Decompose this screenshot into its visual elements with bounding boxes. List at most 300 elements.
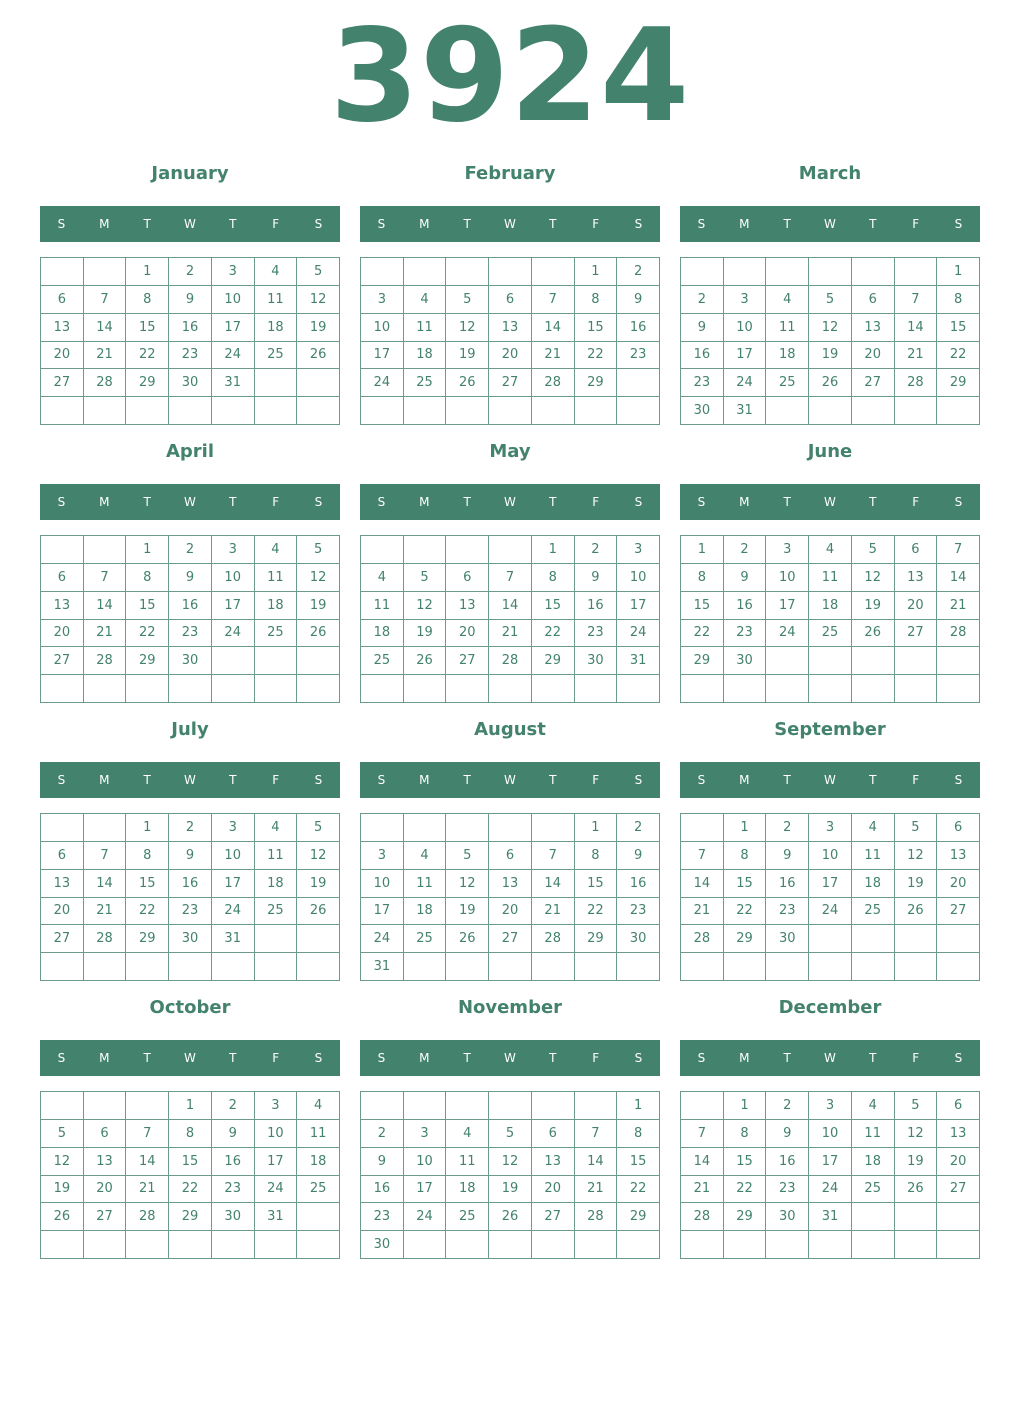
day-cell: 23 [361, 1203, 404, 1231]
day-cell: 1 [617, 1092, 660, 1120]
weekday-label: M [739, 217, 750, 231]
empty-day-cell [937, 953, 980, 981]
day-cell: 6 [41, 842, 84, 870]
day-cell: 21 [126, 1176, 169, 1204]
day-cell: 13 [41, 314, 84, 342]
empty-day-cell [681, 1231, 724, 1259]
day-cell: 26 [297, 898, 340, 926]
empty-day-cell [255, 925, 298, 953]
day-cell: 30 [169, 647, 212, 675]
empty-day-cell [937, 1231, 980, 1259]
day-cell: 17 [361, 342, 404, 370]
empty-day-cell [852, 953, 895, 981]
empty-day-cell [575, 675, 618, 703]
day-cell: 28 [489, 647, 532, 675]
day-cell: 8 [724, 842, 767, 870]
empty-day-cell [41, 953, 84, 981]
weekday-label: M [419, 495, 430, 509]
day-cell: 12 [297, 286, 340, 314]
day-cell: 22 [724, 1176, 767, 1204]
empty-day-cell [84, 258, 127, 286]
weekday-header [40, 484, 340, 520]
day-cell: 26 [297, 342, 340, 370]
day-cell: 15 [681, 592, 724, 620]
empty-day-cell [809, 397, 852, 425]
month-october [40, 994, 340, 1262]
day-cell: 8 [937, 286, 980, 314]
day-cell: 7 [575, 1120, 618, 1148]
day-cell: 1 [937, 258, 980, 286]
day-cell: 30 [617, 925, 660, 953]
day-cell: 30 [361, 1231, 404, 1259]
day-cell: 28 [84, 647, 127, 675]
day-cell: 1 [126, 814, 169, 842]
day-cell: 15 [724, 870, 767, 898]
day-cell: 18 [852, 870, 895, 898]
weekday-label: S [697, 773, 706, 787]
empty-day-cell [489, 258, 532, 286]
month-name: September [774, 719, 886, 740]
month-name: March [798, 163, 862, 184]
day-cell: 4 [297, 1092, 340, 1120]
day-cell: 31 [617, 647, 660, 675]
empty-day-cell [297, 647, 340, 675]
day-cell: 23 [724, 620, 767, 648]
weekday-label: S [634, 217, 643, 231]
day-cell: 14 [489, 592, 532, 620]
empty-day-cell [937, 1203, 980, 1231]
day-cell: 5 [489, 1120, 532, 1148]
weekday-header [680, 206, 980, 242]
day-cell: 29 [724, 1203, 767, 1231]
day-cell: 2 [681, 286, 724, 314]
weekday-label: T [869, 773, 877, 787]
weekday-label: T [463, 1051, 471, 1065]
day-cell: 29 [681, 647, 724, 675]
empty-day-cell [255, 675, 298, 703]
day-cell: 27 [41, 647, 84, 675]
empty-day-cell [84, 1231, 127, 1259]
empty-day-cell [617, 675, 660, 703]
empty-day-cell [895, 675, 938, 703]
day-cell: 28 [895, 369, 938, 397]
day-cell: 26 [809, 369, 852, 397]
day-cell: 28 [84, 925, 127, 953]
day-cell: 15 [575, 870, 618, 898]
day-cell: 4 [404, 286, 447, 314]
day-cell: 31 [255, 1203, 298, 1231]
day-cell: 7 [681, 842, 724, 870]
day-cell: 9 [617, 842, 660, 870]
weekday-label: W [184, 773, 196, 787]
weekday-label: M [419, 773, 430, 787]
day-cell: 26 [489, 1203, 532, 1231]
day-cell: 12 [895, 842, 938, 870]
month-february [360, 160, 660, 428]
weekday-label: S [377, 495, 386, 509]
day-cell: 21 [84, 898, 127, 926]
days-grid [40, 1091, 340, 1259]
day-cell: 22 [937, 342, 980, 370]
weekday-header [40, 1040, 340, 1076]
day-cell: 23 [766, 898, 809, 926]
empty-day-cell [895, 647, 938, 675]
day-cell: 4 [255, 258, 298, 286]
day-cell: 2 [169, 536, 212, 564]
day-cell: 10 [809, 842, 852, 870]
month-name: May [489, 441, 531, 462]
weekday-label: W [824, 1051, 836, 1065]
day-cell: 3 [766, 536, 809, 564]
empty-day-cell [852, 675, 895, 703]
empty-day-cell [404, 397, 447, 425]
empty-day-cell [681, 258, 724, 286]
day-cell: 13 [41, 592, 84, 620]
weekday-header [40, 762, 340, 798]
empty-day-cell [297, 369, 340, 397]
day-cell: 24 [212, 898, 255, 926]
day-cell: 11 [404, 870, 447, 898]
day-cell: 13 [895, 564, 938, 592]
weekday-label: T [143, 773, 151, 787]
day-cell: 29 [575, 925, 618, 953]
empty-day-cell [489, 536, 532, 564]
day-cell: 12 [489, 1148, 532, 1176]
day-cell: 2 [212, 1092, 255, 1120]
days-grid [680, 535, 980, 703]
empty-day-cell [404, 536, 447, 564]
day-cell: 4 [852, 1092, 895, 1120]
day-cell: 8 [169, 1120, 212, 1148]
empty-day-cell [809, 925, 852, 953]
weekday-label: S [697, 217, 706, 231]
day-cell: 20 [852, 342, 895, 370]
day-cell: 22 [126, 342, 169, 370]
weekday-header [680, 762, 980, 798]
day-cell: 29 [126, 925, 169, 953]
weekday-header [360, 206, 660, 242]
day-cell: 15 [532, 592, 575, 620]
day-cell: 20 [895, 592, 938, 620]
empty-day-cell [895, 953, 938, 981]
weekday-label: S [57, 773, 66, 787]
day-cell: 5 [297, 814, 340, 842]
day-cell: 21 [937, 592, 980, 620]
empty-day-cell [84, 675, 127, 703]
day-cell: 1 [126, 536, 169, 564]
empty-day-cell [361, 536, 404, 564]
day-cell: 22 [532, 620, 575, 648]
day-cell: 4 [255, 536, 298, 564]
day-cell: 1 [724, 814, 767, 842]
weekday-label: F [592, 217, 600, 231]
empty-day-cell [255, 369, 298, 397]
day-cell: 19 [404, 620, 447, 648]
day-cell: 11 [446, 1148, 489, 1176]
day-cell: 25 [361, 647, 404, 675]
day-cell: 16 [724, 592, 767, 620]
day-cell: 24 [255, 1176, 298, 1204]
day-cell: 9 [724, 564, 767, 592]
month-name: January [151, 163, 229, 184]
day-cell: 29 [126, 369, 169, 397]
day-cell: 25 [446, 1203, 489, 1231]
empty-day-cell [41, 1231, 84, 1259]
day-cell: 1 [681, 536, 724, 564]
day-cell: 20 [532, 1176, 575, 1204]
day-cell: 25 [809, 620, 852, 648]
day-cell: 28 [575, 1203, 618, 1231]
day-cell: 6 [937, 1092, 980, 1120]
day-cell: 7 [489, 564, 532, 592]
empty-day-cell [852, 258, 895, 286]
empty-day-cell [126, 953, 169, 981]
day-cell: 10 [361, 314, 404, 342]
weekday-label: M [739, 495, 750, 509]
day-cell: 13 [489, 870, 532, 898]
empty-day-cell [255, 953, 298, 981]
empty-day-cell [84, 953, 127, 981]
empty-day-cell [809, 953, 852, 981]
weekday-header [360, 1040, 660, 1076]
weekday-label: M [739, 773, 750, 787]
day-cell: 24 [809, 898, 852, 926]
empty-day-cell [617, 397, 660, 425]
day-cell: 24 [809, 1176, 852, 1204]
day-cell: 23 [681, 369, 724, 397]
day-cell: 10 [766, 564, 809, 592]
day-cell: 11 [297, 1120, 340, 1148]
weekday-label: W [504, 773, 516, 787]
day-cell: 15 [126, 314, 169, 342]
empty-day-cell [297, 675, 340, 703]
day-cell: 6 [446, 564, 489, 592]
day-cell: 10 [404, 1148, 447, 1176]
day-cell: 12 [297, 564, 340, 592]
year-title: 3924 [329, 2, 691, 151]
day-cell: 10 [212, 564, 255, 592]
empty-day-cell [532, 675, 575, 703]
month-name: February [464, 163, 556, 184]
day-cell: 9 [681, 314, 724, 342]
day-cell: 5 [895, 814, 938, 842]
empty-day-cell [532, 814, 575, 842]
month-name: October [149, 997, 231, 1018]
day-cell: 6 [852, 286, 895, 314]
empty-day-cell [297, 925, 340, 953]
day-cell: 24 [361, 369, 404, 397]
day-cell: 16 [575, 592, 618, 620]
empty-day-cell [41, 675, 84, 703]
day-cell: 30 [169, 925, 212, 953]
day-cell: 30 [169, 369, 212, 397]
day-cell: 26 [895, 898, 938, 926]
empty-day-cell [489, 397, 532, 425]
empty-day-cell [724, 1231, 767, 1259]
day-cell: 22 [617, 1176, 660, 1204]
empty-day-cell [617, 1231, 660, 1259]
day-cell: 22 [575, 342, 618, 370]
weekday-label: T [143, 217, 151, 231]
empty-day-cell [852, 1231, 895, 1259]
day-cell: 7 [126, 1120, 169, 1148]
day-cell: 22 [724, 898, 767, 926]
weekday-label: W [184, 495, 196, 509]
empty-day-cell [126, 1092, 169, 1120]
day-cell: 17 [404, 1176, 447, 1204]
day-cell: 16 [766, 870, 809, 898]
weekday-label: W [824, 495, 836, 509]
day-cell: 21 [895, 342, 938, 370]
weekday-label: T [783, 773, 791, 787]
day-cell: 6 [489, 842, 532, 870]
day-cell: 4 [809, 536, 852, 564]
weekday-label: M [419, 217, 430, 231]
day-cell: 14 [532, 314, 575, 342]
day-cell: 11 [404, 314, 447, 342]
empty-day-cell [255, 397, 298, 425]
day-cell: 27 [41, 369, 84, 397]
weekday-label: S [314, 1051, 323, 1065]
day-cell: 24 [361, 925, 404, 953]
empty-day-cell [532, 397, 575, 425]
weekday-label: T [783, 1051, 791, 1065]
day-cell: 7 [937, 536, 980, 564]
weekday-label: F [592, 773, 600, 787]
empty-day-cell [532, 1231, 575, 1259]
day-cell: 20 [937, 870, 980, 898]
day-cell: 7 [895, 286, 938, 314]
day-cell: 7 [532, 842, 575, 870]
weekday-label: F [912, 1051, 920, 1065]
day-cell: 28 [532, 925, 575, 953]
month-april [40, 438, 340, 706]
day-cell: 29 [937, 369, 980, 397]
empty-day-cell [895, 258, 938, 286]
day-cell: 13 [852, 314, 895, 342]
day-cell: 14 [575, 1148, 618, 1176]
weekday-label: S [954, 495, 963, 509]
day-cell: 25 [297, 1176, 340, 1204]
empty-day-cell [937, 925, 980, 953]
day-cell: 9 [766, 1120, 809, 1148]
day-cell: 15 [126, 592, 169, 620]
day-cell: 19 [809, 342, 852, 370]
day-cell: 2 [617, 814, 660, 842]
day-cell: 24 [404, 1203, 447, 1231]
weekday-label: W [504, 495, 516, 509]
empty-day-cell [681, 814, 724, 842]
empty-day-cell [255, 1231, 298, 1259]
day-cell: 5 [809, 286, 852, 314]
weekday-label: T [463, 217, 471, 231]
empty-day-cell [724, 953, 767, 981]
day-cell: 2 [766, 1092, 809, 1120]
day-cell: 23 [169, 342, 212, 370]
weekday-label: T [229, 495, 237, 509]
empty-day-cell [766, 953, 809, 981]
day-cell: 18 [809, 592, 852, 620]
empty-day-cell [212, 1231, 255, 1259]
empty-day-cell [617, 953, 660, 981]
day-cell: 13 [84, 1148, 127, 1176]
weekday-label: W [824, 217, 836, 231]
empty-day-cell [404, 814, 447, 842]
day-cell: 19 [446, 898, 489, 926]
empty-day-cell [446, 814, 489, 842]
day-cell: 30 [681, 397, 724, 425]
day-cell: 5 [297, 258, 340, 286]
month-march [680, 160, 980, 428]
day-cell: 25 [255, 898, 298, 926]
weekday-label: F [272, 217, 280, 231]
day-cell: 17 [361, 898, 404, 926]
day-cell: 18 [297, 1148, 340, 1176]
day-cell: 30 [766, 925, 809, 953]
empty-day-cell [852, 397, 895, 425]
empty-day-cell [446, 675, 489, 703]
day-cell: 12 [852, 564, 895, 592]
weekday-label: F [912, 495, 920, 509]
empty-day-cell [532, 1092, 575, 1120]
day-cell: 13 [489, 314, 532, 342]
empty-day-cell [766, 647, 809, 675]
day-cell: 29 [169, 1203, 212, 1231]
month-name: August [474, 719, 546, 740]
day-cell: 6 [895, 536, 938, 564]
day-cell: 13 [937, 842, 980, 870]
weekday-label: M [99, 495, 110, 509]
empty-day-cell [404, 675, 447, 703]
day-cell: 10 [724, 314, 767, 342]
day-cell: 16 [169, 592, 212, 620]
weekday-label: F [272, 1051, 280, 1065]
day-cell: 11 [852, 842, 895, 870]
day-cell: 27 [937, 1176, 980, 1204]
day-cell: 13 [937, 1120, 980, 1148]
day-cell: 20 [41, 620, 84, 648]
day-cell: 24 [766, 620, 809, 648]
day-cell: 11 [809, 564, 852, 592]
day-cell: 18 [255, 870, 298, 898]
month-name: July [171, 719, 209, 740]
day-cell: 28 [126, 1203, 169, 1231]
weekday-label: T [783, 495, 791, 509]
empty-day-cell [361, 675, 404, 703]
day-cell: 14 [681, 870, 724, 898]
month-june [680, 438, 980, 706]
day-cell: 5 [446, 842, 489, 870]
weekday-label: T [463, 773, 471, 787]
empty-day-cell [852, 925, 895, 953]
empty-day-cell [532, 258, 575, 286]
day-cell: 27 [895, 620, 938, 648]
day-cell: 20 [937, 1148, 980, 1176]
weekday-label: W [504, 1051, 516, 1065]
empty-day-cell [724, 675, 767, 703]
day-cell: 26 [446, 369, 489, 397]
weekday-label: S [634, 1051, 643, 1065]
empty-day-cell [617, 369, 660, 397]
day-cell: 12 [809, 314, 852, 342]
day-cell: 1 [126, 258, 169, 286]
empty-day-cell [212, 647, 255, 675]
day-cell: 25 [404, 925, 447, 953]
day-cell: 12 [446, 314, 489, 342]
empty-day-cell [361, 397, 404, 425]
day-cell: 6 [937, 814, 980, 842]
day-cell: 16 [766, 1148, 809, 1176]
